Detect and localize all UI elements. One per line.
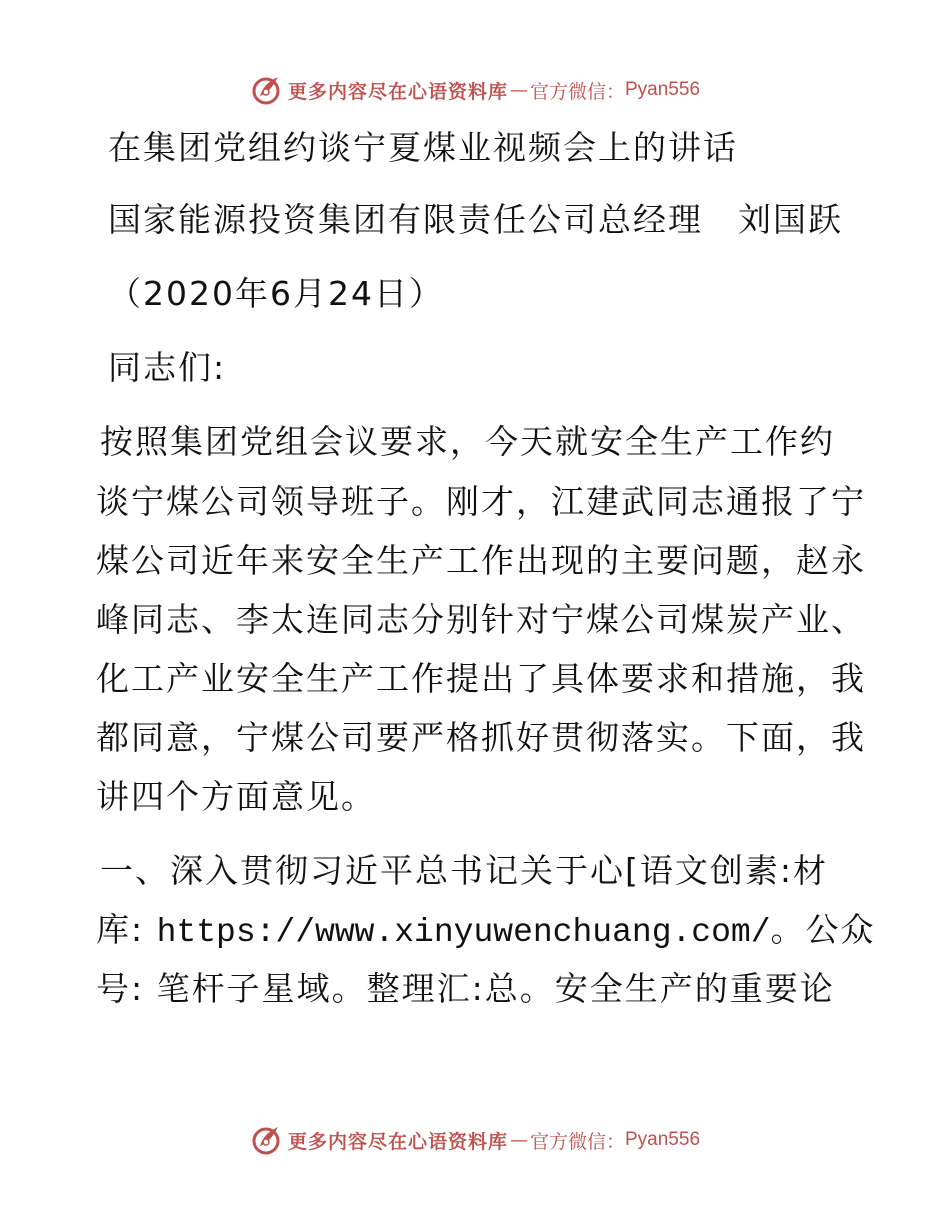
salutation: 同志们: [108, 348, 227, 387]
brand-logo-icon [250, 1124, 282, 1156]
url-suffix: 。公众 [770, 910, 876, 949]
paragraph-line: 峰同志、李太连同志分别针对宁煤公司煤炭产业、 [96, 600, 866, 639]
paragraph-line: 化工产业安全生产工作提出了具体要求和措施，我 [96, 659, 866, 698]
url-prefix: 库: [96, 910, 157, 949]
banner-text: 更多内容尽在心语资料库 [287, 80, 508, 103]
url-text: https://www.xinyuwenchuang.com/ [156, 914, 771, 951]
paragraph-line: 号: 笔杆子星域。整理汇:总。安全生产的重要论 [96, 969, 835, 1008]
section-heading-line: 一、深入贯彻习近平总书记关于心[语文创素:材 [100, 851, 828, 890]
footer-banner [0, 1120, 950, 1160]
author-line: 国家能源投资集团有限责任公司总经理 刘国跃 [108, 200, 843, 239]
banner-separator: — [509, 1129, 528, 1151]
paragraph-line-with-url [96, 910, 876, 953]
banner-wechat-id: Pyan556 [625, 79, 701, 100]
paragraph-line: 谈宁煤公司领导班子。刚才，江建武同志通报了宁 [96, 482, 866, 521]
paragraph-line: 讲四个方面意见。 [96, 777, 376, 816]
header-banner [0, 70, 950, 110]
banner-wechat-id: Pyan556 [625, 1129, 701, 1150]
paragraph-line: 煤公司近年来安全生产工作出现的主要问题，赵永 [96, 541, 866, 580]
banner-separator: — [509, 79, 528, 101]
document-title: 在集团党组约谈宁夏煤业视频会上的讲话 [108, 128, 738, 167]
banner-text: 更多内容尽在心语资料库 [287, 1130, 508, 1153]
paragraph-line: 都同意，宁煤公司要严格抓好贯彻落实。下面，我 [96, 718, 866, 757]
date-line: （2020年6月24日） [108, 274, 444, 313]
brand-logo-icon [250, 74, 282, 106]
banner-wechat-label: 官方微信： [529, 80, 625, 103]
paragraph-line: 按照集团党组会议要求，今天就安全生产工作约 [100, 422, 835, 461]
banner-wechat-label: 官方微信： [529, 1130, 625, 1153]
